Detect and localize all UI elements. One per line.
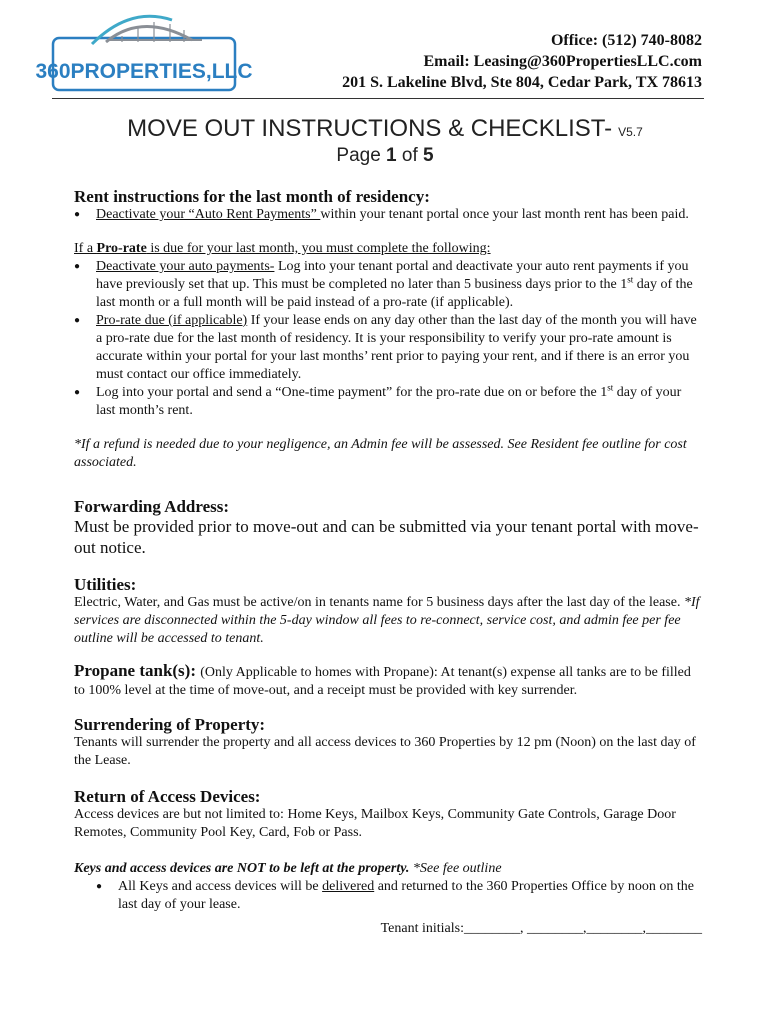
rent-item-1-lead: Deactivate your “Auto Rent Payments” bbox=[96, 207, 321, 222]
rent-item-1-text: within your tenant portal once your last month rent has been paid. bbox=[320, 207, 689, 222]
header-divider bbox=[52, 98, 704, 99]
prorate-list bbox=[74, 258, 702, 420]
document-title bbox=[0, 115, 770, 143]
surrender-heading: Surrendering of Property: bbox=[74, 715, 266, 734]
utilities-heading: Utilities: bbox=[74, 575, 137, 594]
page-number: 1 bbox=[386, 145, 397, 166]
list-item bbox=[74, 312, 702, 384]
access-item-post: and returned to the 360 Properties Office by noon on the last day of your lease. bbox=[118, 879, 694, 912]
superscript: st bbox=[607, 382, 614, 393]
utilities-text bbox=[74, 594, 702, 648]
prorate-item-1-tail: day of the last month or a full month will be paid instead of a pro-rate (if applicable). bbox=[96, 277, 693, 310]
prorate-item-2-text: If your lease ends on any day other than the last day of the month you will have a pro-rate due for the last month of residency. It is your responsibility to verify your pro-rate amount is accurate within your portal for your last months’ rent prior to paying your rent, and if there is an error you must contact our office immediately. bbox=[96, 313, 697, 382]
list-item bbox=[96, 878, 702, 914]
page-indicator bbox=[0, 145, 770, 167]
keys-note-bold: Keys and access devices are NOT to be left at the property. bbox=[74, 861, 410, 876]
prorate-post: is due for your last month, you must complete the following: bbox=[146, 241, 491, 256]
prorate-pre: If a bbox=[74, 241, 97, 256]
page-prefix: Page bbox=[336, 145, 387, 166]
access-list bbox=[96, 878, 702, 914]
utilities-note: *If services are disconnected within the 5-day window all fees to re-connect, service cost, and admin fee per fee outline will be accessed to tenant. bbox=[74, 595, 700, 646]
prorate-item-3-tail: day of your last month’s rent. bbox=[96, 385, 682, 418]
list-item bbox=[74, 206, 702, 224]
access-heading: Return of Access Devices: bbox=[74, 787, 261, 806]
propane-heading: Propane tank(s): bbox=[74, 661, 201, 680]
tenant-initials: Tenant initials:________, ________,________,________ bbox=[380, 921, 702, 936]
document-body bbox=[74, 188, 702, 938]
logo-text: 360PROPERTIES,LLC bbox=[35, 60, 253, 83]
prorate-item-3-text: Log into your portal and send a “One-time payment” for the pro-rate due on or before the 1 bbox=[96, 385, 608, 400]
list-item bbox=[74, 384, 702, 420]
prorate-intro bbox=[74, 240, 702, 258]
prorate-word: Pro-rate bbox=[96, 241, 147, 256]
utilities-body: Electric, Water, and Gas must be active/on in tenants name for 5 business days after the last day of the lease. bbox=[74, 595, 684, 610]
keys-note-rest: *See fee outline bbox=[409, 861, 502, 876]
refund-note: *If a refund is needed due to your negligence, an Admin fee will be assessed. See Resident fee outline for cost associated. bbox=[74, 437, 687, 470]
superscript: st bbox=[627, 274, 634, 285]
title-version: V5.7 bbox=[618, 125, 643, 139]
propane-text: (Only Applicable to homes with Propane): At tenant(s) expense all tanks are to be filled to 100% level at the time of move-out, and a receipt must be provided with key surrender. bbox=[74, 665, 691, 698]
surrender-text: Tenants will surrender the property and all access devices to 360 Properties by 12 pm (Noon) on the last day of the Lease. bbox=[74, 735, 696, 768]
page-of: of bbox=[396, 145, 424, 166]
prorate-item-1-text: Log into your tenant portal and deactivate your auto rent payments if you have previously set that up. This must be completed no later than 5 business days prior to the 1 bbox=[96, 259, 689, 292]
propane-section bbox=[74, 662, 702, 700]
office-email: Email: Leasing@360PropertiesLLC.com bbox=[423, 53, 702, 70]
forwarding-heading: Forwarding Address: bbox=[74, 497, 230, 516]
forwarding-text: Must be provided prior to move-out and can be submitted via your tenant portal with move-out notice. bbox=[74, 517, 699, 557]
company-logo bbox=[35, 10, 253, 92]
access-text: Access devices are but not limited to: Home Keys, Mailbox Keys, Community Gate Controls, Garage Door Remotes, Community Pool Key, Card, Fob or Pass. bbox=[74, 807, 676, 840]
list-item bbox=[74, 258, 702, 312]
prorate-item-1-lead: Deactivate your auto payments- bbox=[96, 259, 275, 274]
rent-heading: Rent instructions for the last month of residency: bbox=[74, 187, 430, 206]
office-contact bbox=[342, 30, 702, 93]
keys-note bbox=[74, 860, 702, 878]
rent-list bbox=[74, 206, 702, 224]
access-item-underlined: delivered bbox=[322, 879, 375, 894]
access-item-pre: All Keys and access devices will be bbox=[118, 879, 323, 894]
page-total: 5 bbox=[423, 145, 434, 166]
office-phone: Office: (512) 740-8082 bbox=[550, 32, 702, 49]
title-main: MOVE OUT INSTRUCTIONS & CHECKLIST- bbox=[127, 115, 613, 142]
office-address: 201 S. Lakeline Blvd, Ste 804, Cedar Park, TX 78613 bbox=[342, 74, 702, 91]
prorate-item-2-lead: Pro-rate due (if applicable) bbox=[96, 313, 248, 328]
